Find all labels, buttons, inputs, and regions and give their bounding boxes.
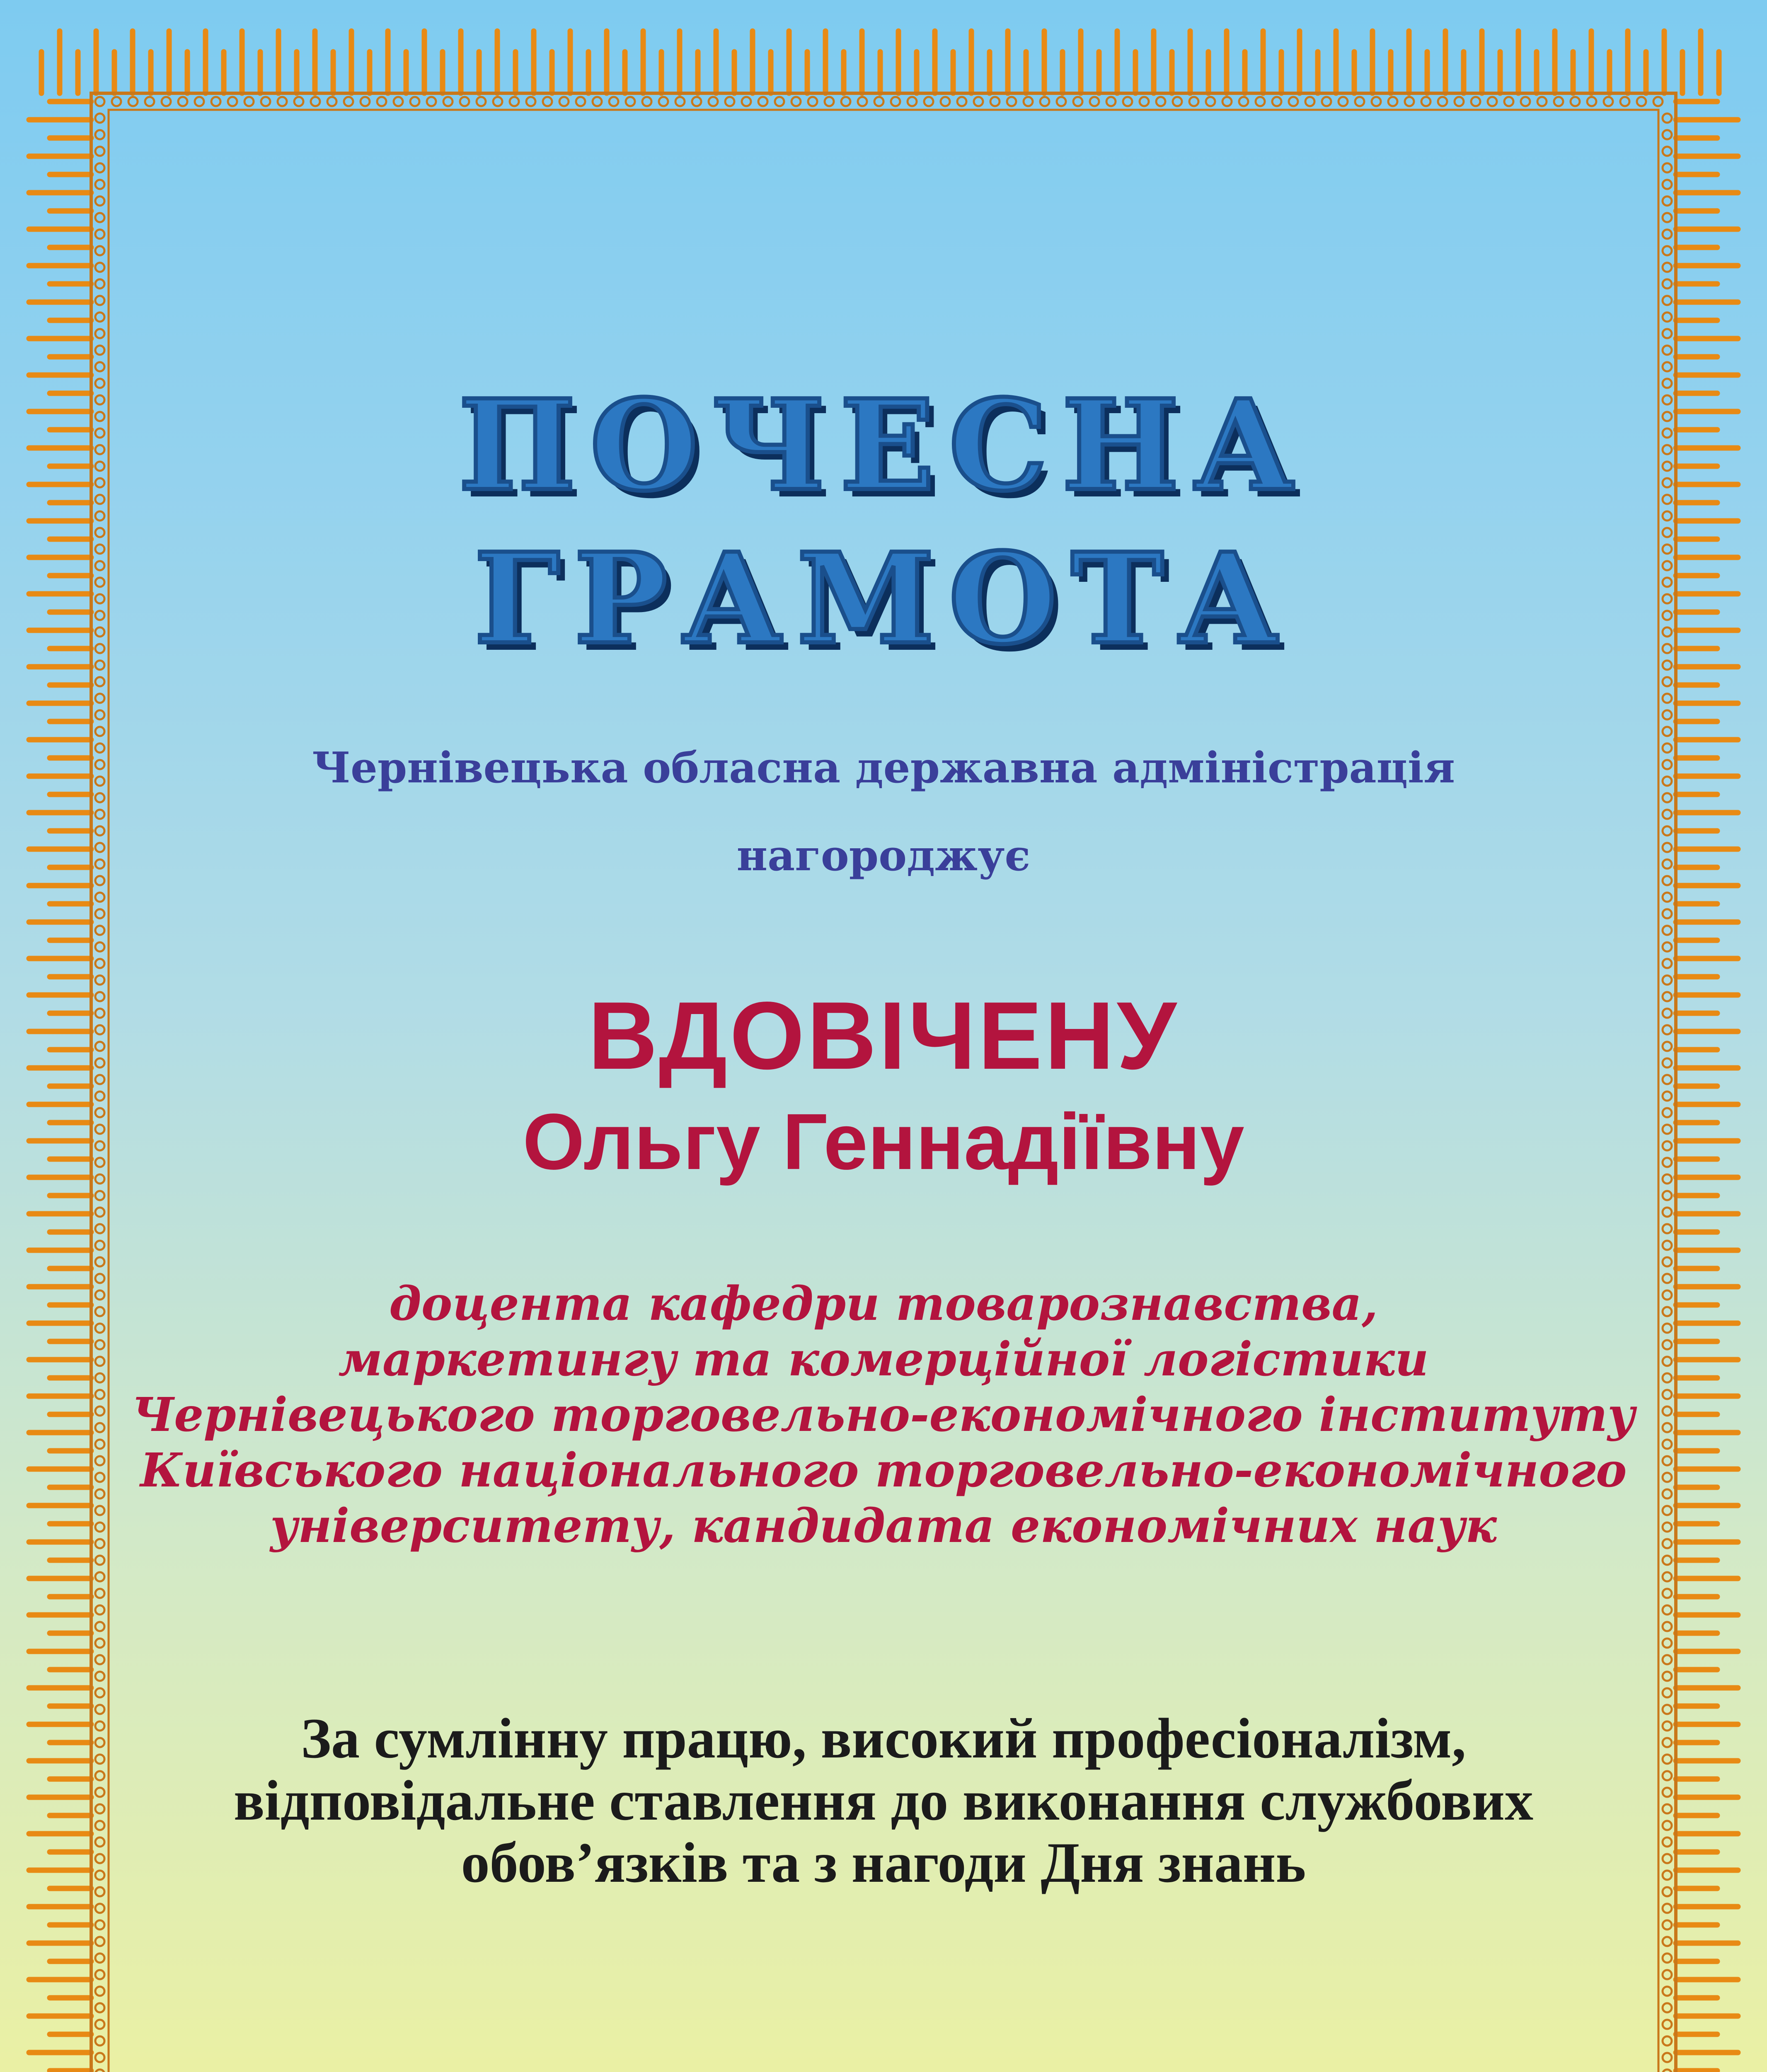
position-line: маркетингу та комерційної логістики xyxy=(338,1332,1429,1387)
position-line: Чернівецького торговельно-економічного інституту xyxy=(131,1388,1636,1442)
recipient-given-names: Ольгу Геннадіївну xyxy=(523,1097,1244,1186)
certificate-title-line-1: ПОЧЕСНА xyxy=(458,372,1309,518)
position-line: університету, кандидата економічних наук xyxy=(270,1499,1497,1553)
position-line: Київського національного торговельно-економічного xyxy=(140,1443,1627,1498)
reason-line: відповідальне ставлення до виконання службових xyxy=(233,1769,1534,1832)
certificate-title-line-2: ГРАМОТА xyxy=(474,525,1293,672)
recipient-position xyxy=(0,1276,1767,1554)
reason-line: За сумлінну працю, високий професіоналізм, xyxy=(301,1706,1466,1770)
recipient-surname: ВДОВІЧЕНУ xyxy=(588,982,1179,1089)
reason-line: обов’язків та з нагоди Дня знань xyxy=(461,1831,1306,1894)
position-line: доцента кафедри товарознавства, xyxy=(389,1277,1378,1331)
award-reason xyxy=(0,1707,1767,1894)
issuing-authority: Чернівецька обласна державна адміністрація xyxy=(312,743,1455,793)
awards-verb: нагороджує xyxy=(736,831,1031,881)
